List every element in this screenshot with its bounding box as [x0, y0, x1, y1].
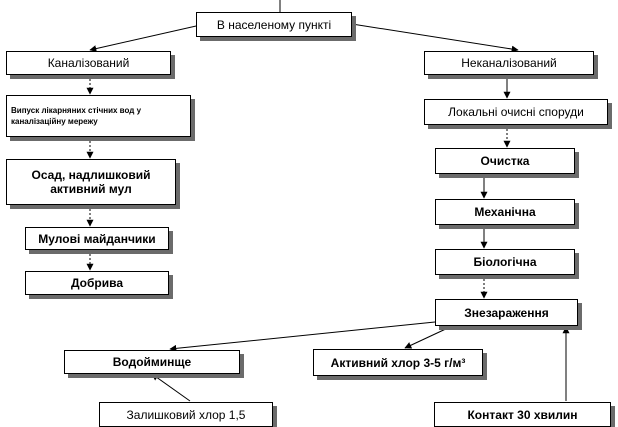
node-hospital-wastewater-discharge: Випуск лікарняних стічних вод у каналізаційну мережу — [6, 95, 191, 137]
node-treatment: Очистка — [435, 148, 575, 174]
node-contact-30-minutes: Контакт 30 хвилин — [434, 402, 611, 427]
node-local-treatment-plants: Локальні очисні споруди — [424, 99, 608, 125]
node-in-settlement: В населеному пункті — [196, 12, 352, 37]
node-water-body: Водойминще — [64, 350, 240, 374]
node-disinfection: Знезараження — [435, 299, 578, 326]
arrow-disinfection-to-water-body — [170, 322, 435, 349]
node-sediment-active-sludge: Осад, надлишковий активний мул — [6, 159, 176, 205]
arrow-disinfection-to-active-chlorine — [405, 327, 450, 348]
arrow-residual-chlorine-to-water-body — [152, 374, 190, 401]
node-sludge-beds: Мулові майданчики — [25, 227, 169, 250]
node-mechanical: Механічна — [435, 199, 575, 225]
node-residual-chlorine: Залишковий хлор 1,5 — [99, 402, 273, 427]
node-noncanalized: Неканалізований — [424, 51, 594, 75]
arrow-root-to-canalized — [90, 24, 205, 50]
node-fertilizer: Добрива — [25, 271, 169, 295]
node-biological: Біологічна — [435, 249, 575, 275]
node-active-chlorine: Активний хлор 3-5 г/м³ — [313, 349, 483, 376]
arrow-root-to-noncanalized — [352, 24, 518, 50]
node-canalized: Каналізований — [6, 51, 171, 75]
